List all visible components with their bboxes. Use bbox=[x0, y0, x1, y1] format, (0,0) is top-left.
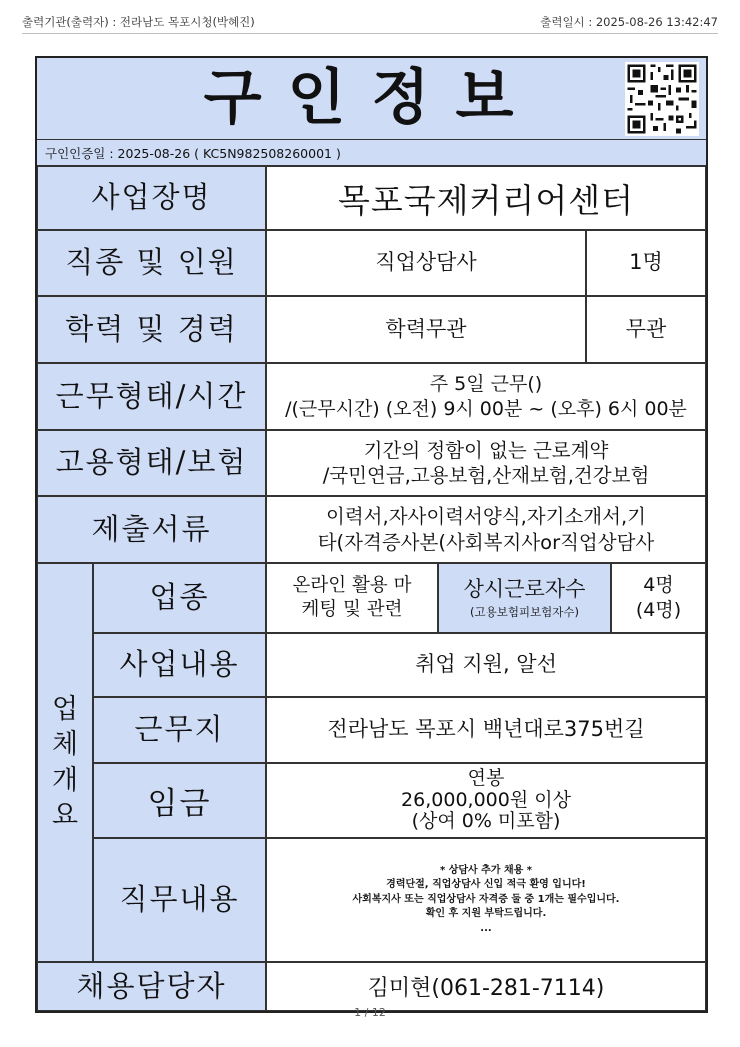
title-row bbox=[37, 58, 706, 140]
industry-line-1: 온라인 활용 마 bbox=[292, 574, 412, 596]
documents-line-2: 타(자격증사본(사회복지사or직업상담사 bbox=[317, 530, 655, 554]
worktime-value bbox=[266, 363, 706, 430]
duties-line-4: 확인 후 지원 부탁드립니다. bbox=[425, 908, 547, 920]
duties-line-2: 경력단절, 직업상담사 신입 적극 환영 입니다! bbox=[386, 879, 586, 891]
wage-value bbox=[266, 763, 706, 838]
education-value: 학력무관 bbox=[266, 296, 586, 363]
worktime-label: 근무형태/시간 bbox=[37, 363, 266, 430]
wage-line-3: (상여 0% 미포함) bbox=[411, 810, 561, 833]
documents-value bbox=[266, 496, 706, 563]
page-number: 1 / 12 bbox=[354, 1006, 386, 1019]
job-value: 직업상담사 bbox=[266, 230, 586, 296]
job-count: 1명 bbox=[586, 230, 706, 296]
wage-line-2: 26,000,000원 이상 bbox=[401, 788, 571, 811]
contact-label: 채용담당자 bbox=[37, 962, 266, 1011]
company-label: 사업장명 bbox=[37, 166, 266, 230]
duties-line-3: 사회복지사 또는 직업상담사 자격증 둘 중 1개는 필수입니다. bbox=[352, 893, 620, 905]
employees-label-cell bbox=[438, 563, 611, 633]
employment-line-2: /국민연금,고용보험,산재보험,건강보험 bbox=[322, 464, 650, 487]
overview-side-label bbox=[37, 563, 93, 962]
job-posting-form bbox=[35, 56, 708, 1013]
wage-label: 임금 bbox=[93, 763, 266, 838]
employees-sublabel: (고용보험피보험자수) bbox=[470, 604, 579, 619]
duties-line-5: ... bbox=[480, 922, 492, 934]
business-label: 사업내용 bbox=[93, 633, 266, 697]
industry-line-2: 케팅 및 관련 bbox=[301, 599, 403, 620]
career-value: 무관 bbox=[586, 296, 706, 363]
worktime-line-1: 주 5일 근무() bbox=[429, 372, 543, 395]
certification-text: 구인인증일 : 2025-08-26 ( KC5N982508260001 ) bbox=[45, 145, 341, 161]
business-value: 취업 지원, 알선 bbox=[266, 633, 706, 697]
print-datetime-line: 출력일시 : 2025-08-26 13:42:47 bbox=[540, 15, 718, 29]
duties-line-1: * 상담사 추가 채용 * bbox=[439, 864, 532, 876]
overview-char-4: 요 bbox=[51, 799, 79, 831]
header-divider bbox=[22, 33, 718, 34]
location-label: 근무지 bbox=[93, 697, 266, 763]
print-org-line: 출력기관(출력자) : 전라남도 목포시청(박혜진) bbox=[22, 15, 255, 29]
form-title: 구인정보 bbox=[203, 63, 540, 133]
employees-value bbox=[611, 563, 706, 633]
contact-value: 김미현(061-281-7114) bbox=[266, 962, 706, 1011]
certification-line bbox=[37, 140, 706, 166]
wage-line-1: 연봉 bbox=[467, 766, 505, 789]
industry-label: 업종 bbox=[93, 563, 266, 633]
education-label: 학력 및 경력 bbox=[37, 296, 266, 363]
location-value: 전라남도 목포시 백년대로375번길 bbox=[266, 697, 706, 763]
overview-char-1: 업 bbox=[51, 694, 79, 726]
employment-value bbox=[266, 430, 706, 496]
employment-line-1: 기간의 정함이 없는 근로계약 bbox=[363, 438, 609, 462]
overview-char-2: 체 bbox=[51, 729, 79, 761]
employees-label: 상시근로자수 bbox=[463, 577, 586, 602]
company-value: 목포국제커리어센터 bbox=[266, 166, 706, 230]
documents-line-1: 이력서,자사이력서양식,자기소개서,기 bbox=[326, 505, 646, 529]
employees-line-1: 4명 bbox=[643, 574, 674, 597]
overview-char-3: 개 bbox=[51, 764, 79, 796]
industry-value bbox=[266, 563, 438, 633]
documents-label: 제출서류 bbox=[37, 496, 266, 563]
qr-code-icon bbox=[625, 62, 699, 136]
employment-label: 고용형태/보험 bbox=[37, 430, 266, 496]
job-label: 직종 및 인원 bbox=[37, 230, 266, 296]
duties-value bbox=[266, 838, 706, 962]
duties-label: 직무내용 bbox=[93, 838, 266, 962]
employees-line-2: (4명) bbox=[635, 599, 682, 621]
worktime-line-2: /(근무시간) (오전) 9시 00분 ~ (오후) 6시 00분 bbox=[285, 397, 687, 420]
